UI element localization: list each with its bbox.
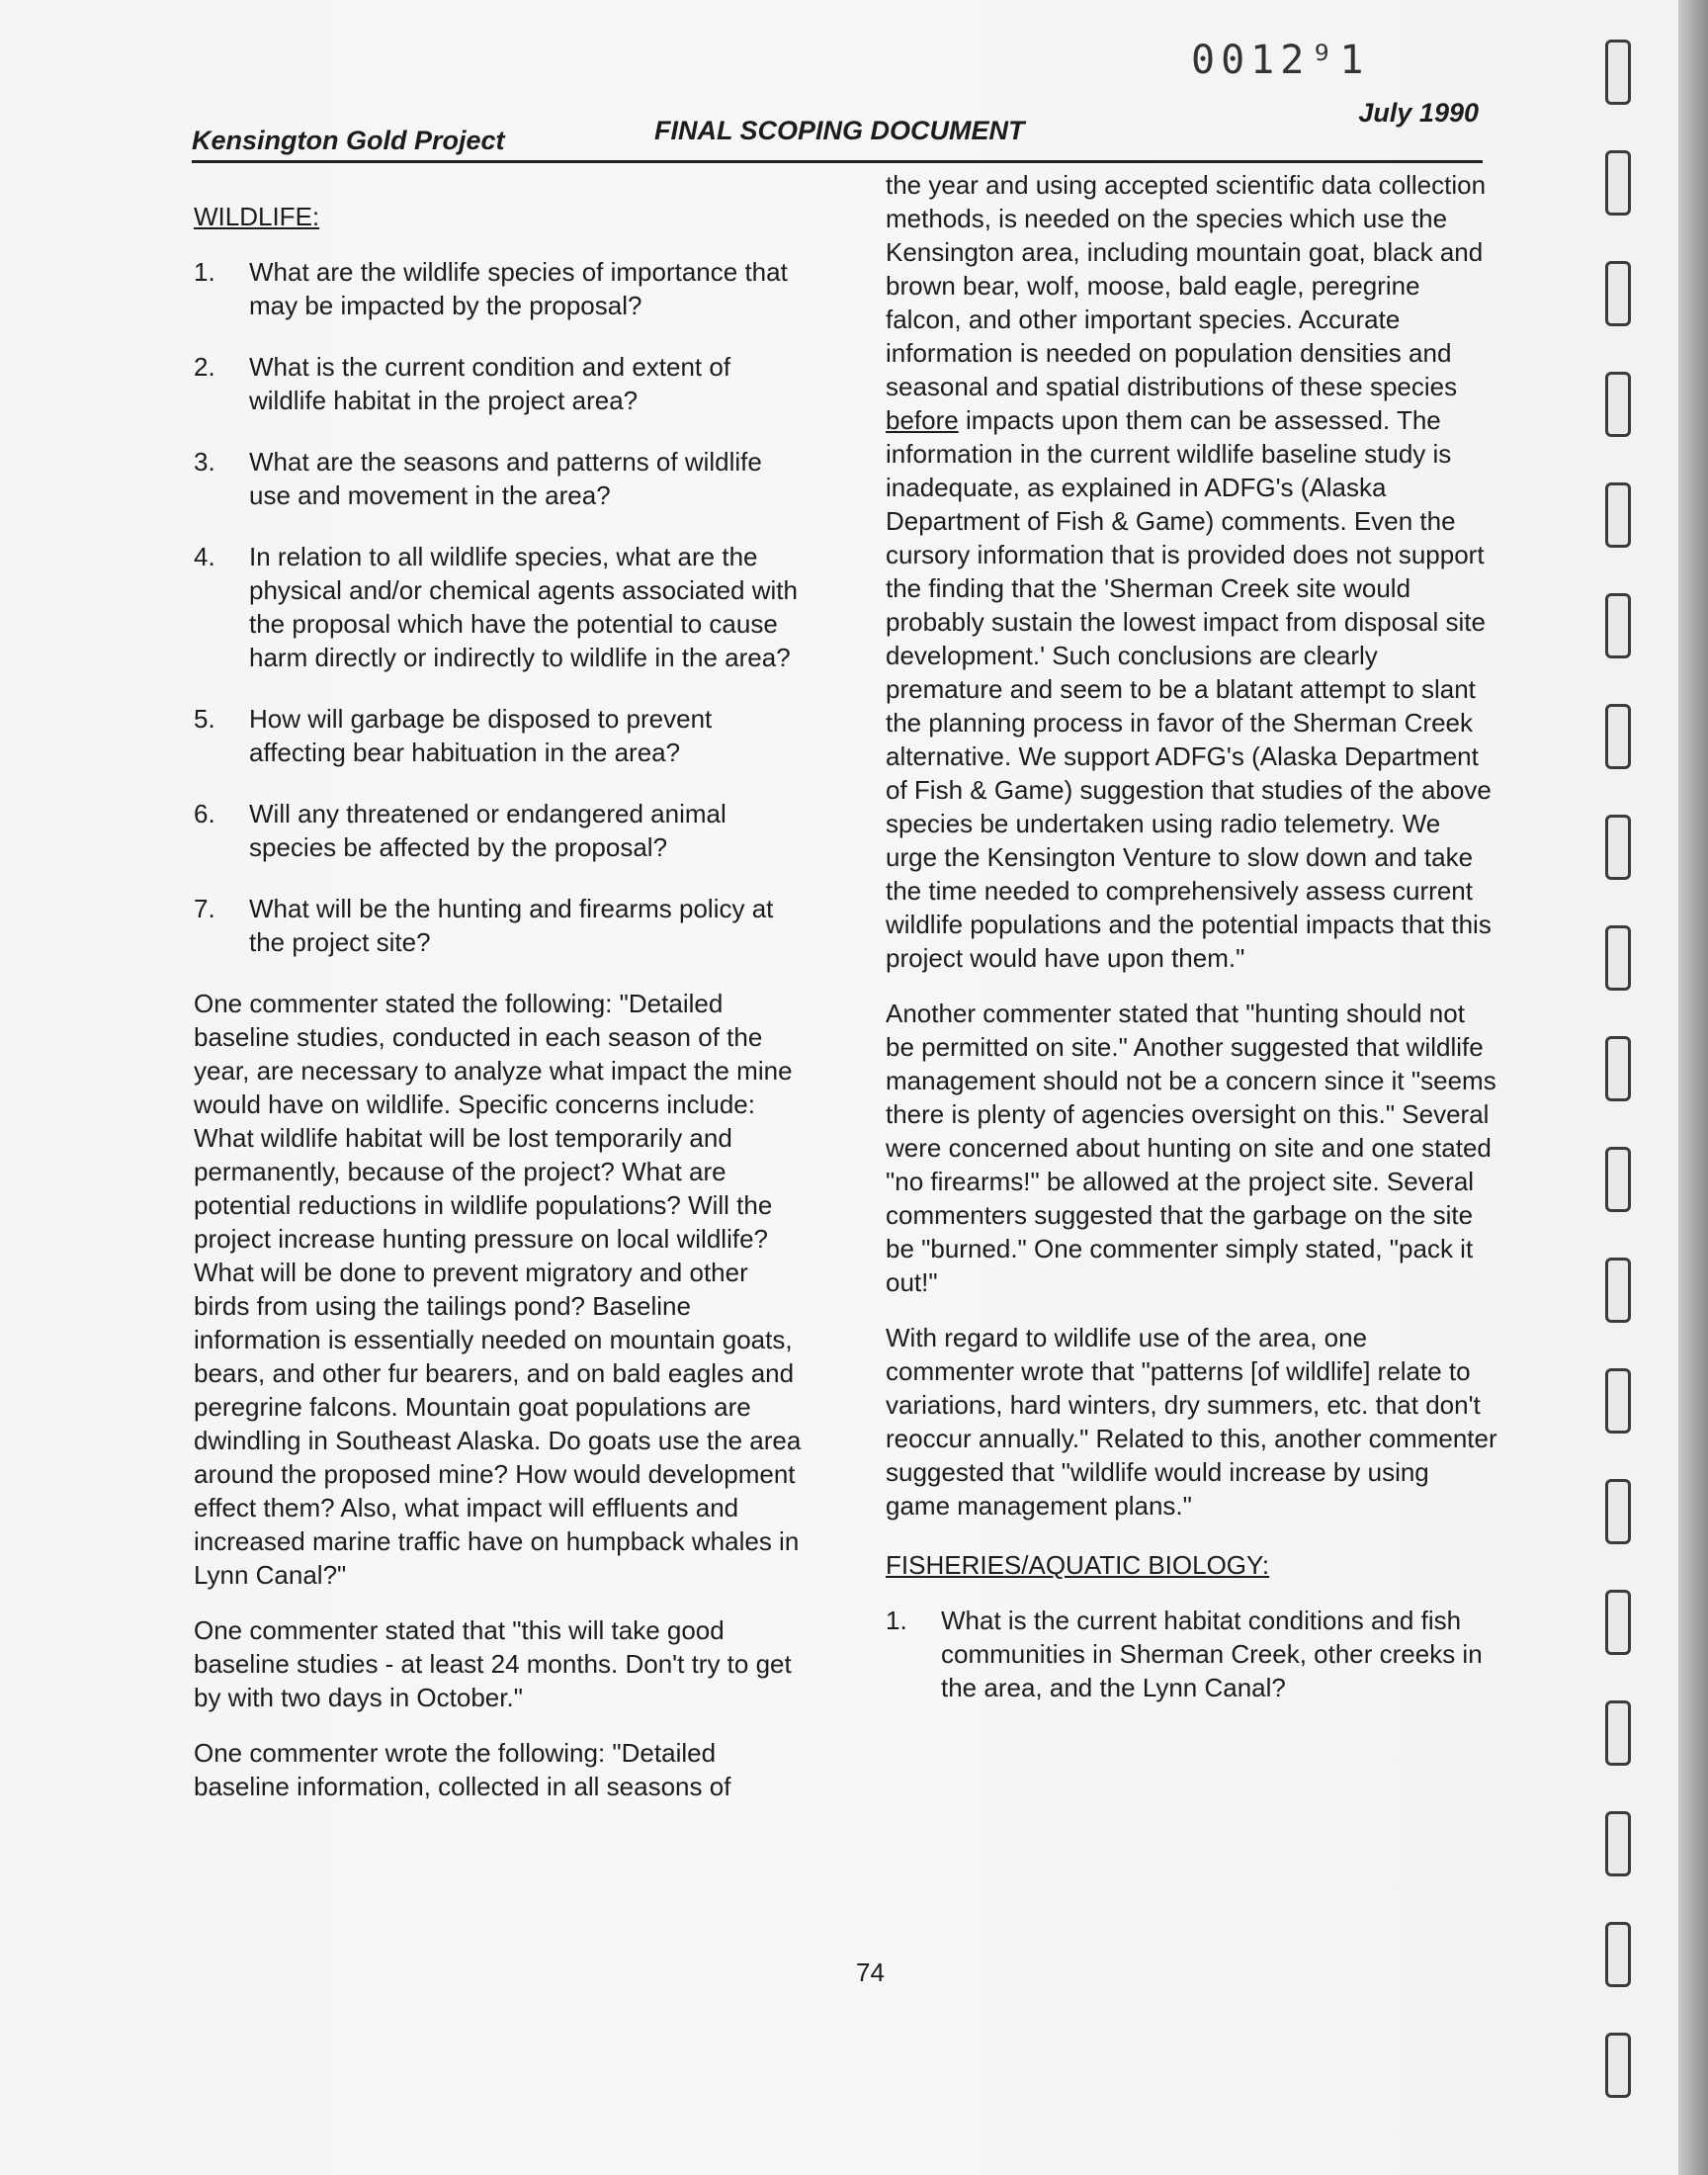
- page-edge-shadow: [1678, 0, 1708, 2175]
- binder-ring: [1605, 261, 1631, 326]
- binder-rings: [1605, 40, 1645, 2116]
- binder-ring: [1605, 1147, 1631, 1212]
- document-number: 0012⁹1: [1191, 38, 1370, 83]
- question-text: What is the current habitat conditions and fish communities in Sherman Creek, other creeks in the area, and the Lynn Canal?: [941, 1606, 1483, 1702]
- question-text: What is the current condition and extent of wildlife habitat in the project area?: [249, 352, 731, 415]
- question-number: 7.: [194, 894, 215, 923]
- question-item: [194, 540, 807, 674]
- header-project-name: Kensington Gold Project: [192, 126, 505, 155]
- binder-ring: [1605, 2033, 1631, 2098]
- question-number: 1.: [194, 257, 215, 287]
- question-number: 1.: [886, 1606, 907, 1635]
- binder-ring: [1605, 815, 1631, 880]
- commenter-paragraph: One commenter stated the following: "Detailed baseline studies, conducted in each season of the year, are necessary to analyze what impact the mine would have on wildlife. Specific concerns include: What wildlife habitat will be lost temporarily and permanently, because of the project? What are potential reductions in wildlife populations? Will the project increase hunting pressure on local wildlife? What will be done to prevent migratory and other birds from using the tailings pond? Baseline information is essentially needed on mountain goats, bears, and other fur bearers, and on bald eagles and peregrine falcons. Mountain goat populations are dwindling in Southeast Alaska. Do goats use the area around the proposed mine? How would development effect them? Also, what impact will effluents and increased marine traffic have on humpback whales in Lynn Canal?": [194, 989, 802, 1590]
- left-column: [194, 200, 807, 1825]
- question-item: [886, 1604, 1498, 1704]
- binder-ring: [1605, 1922, 1631, 1987]
- question-text: How will garbage be disposed to prevent affecting bear habituation in the area?: [249, 704, 713, 767]
- binder-ring: [1605, 593, 1631, 658]
- question-number: 3.: [194, 447, 215, 477]
- running-header: [192, 98, 1483, 163]
- question-text: What are the wildlife species of importance that may be impacted by the proposal?: [249, 257, 788, 320]
- binder-ring: [1605, 482, 1631, 548]
- question-text: What are the seasons and patterns of wildlife use and movement in the area?: [249, 447, 762, 510]
- right-column: [886, 168, 1498, 1732]
- binder-ring: [1605, 1368, 1631, 1434]
- page-number: 74: [856, 1958, 885, 1987]
- binder-ring: [1605, 372, 1631, 437]
- binder-ring: [1605, 1811, 1631, 1876]
- question-item: [194, 797, 807, 864]
- binder-ring: [1605, 704, 1631, 769]
- question-number: 2.: [194, 352, 215, 382]
- binder-ring: [1605, 925, 1631, 991]
- binder-ring: [1605, 1590, 1631, 1655]
- commenter-paragraph: Another commenter stated that "hunting should not be permitted on site." Another suggested that wildlife management should not be a concern since it "seems there is plenty of agencies oversight on this." Several were concerned about hunting on site and one stated "no firearms!" be allowed at the project site. Several commenters suggested that the garbage on the site be "burned." One commenter simply stated, "pack it out!": [886, 999, 1496, 1297]
- question-item: [194, 350, 807, 417]
- header-document-title: FINAL SCOPING DOCUMENT: [654, 116, 1025, 145]
- binder-ring: [1605, 1479, 1631, 1544]
- binder-ring: [1605, 150, 1631, 216]
- binder-ring: [1605, 1258, 1631, 1323]
- header-date: July 1990: [1358, 98, 1479, 128]
- question-item: [194, 702, 807, 769]
- question-number: 4.: [194, 542, 215, 571]
- binder-ring: [1605, 1036, 1631, 1101]
- wildlife-heading: WILDLIFE:: [194, 202, 320, 231]
- underlined-word: before: [886, 405, 959, 435]
- commenter-paragraph: One commenter stated that "this will take good baseline studies - at least 24 months. Don't try to get by with two days in October.": [194, 1615, 792, 1712]
- question-item: [194, 892, 807, 959]
- question-number: 6.: [194, 799, 215, 828]
- question-item: [194, 445, 807, 512]
- paragraph-text: impacts upon them can be assessed. The information in the current wildlife baseline study is inadequate, as explained in ADFG's (Alaska Department of Fish & Game) comments. Even the cursory information that is provided does not support the finding that the 'Sherman Creek site would probably sustain the lowest impact from disposal site development.' Such conclusions are clearly premature and seem to be a blatant attempt to slant the planning process in favor of the Sherman Creek alternative. We support ADFG's (Alaska Department of Fish & Game) suggestion that studies of the above species be undertaken using radio telemetry. We urge the Kensington Venture to slow down and take the time needed to comprehensively assess current wildlife populations and the potential impacts that this project would have upon them.": [886, 405, 1492, 973]
- fisheries-heading: FISHERIES/AQUATIC BIOLOGY:: [886, 1550, 1270, 1580]
- commenter-paragraph: With regard to wildlife use of the area, one commenter wrote that "patterns [of wildlife] relate to variations, hard winters, dry summers, etc. that don't reoccur annually." Related to this, another commenter suggested that "wildlife would increase by using game management plans.": [886, 1323, 1497, 1521]
- paragraph-text: the year and using accepted scientific data collection methods, is needed on the species which use the Kensington area, including mountain goat, black and brown bear, wolf, moose, bald eagle, peregrine falcon, and other important species. Accurate information is needed on population densities and seasonal and spatial distributions of these species: [886, 170, 1487, 401]
- commenter-paragraph: One commenter wrote the following: "Detailed baseline information, collected in all seasons of: [194, 1738, 731, 1801]
- binder-ring: [1605, 1700, 1631, 1766]
- commenter-paragraph-continued: [886, 168, 1498, 975]
- binder-ring: [1605, 40, 1631, 105]
- question-text: Will any threatened or endangered animal species be affected by the proposal?: [249, 799, 726, 862]
- question-text: What will be the hunting and firearms policy at the project site?: [249, 894, 774, 957]
- question-text: In relation to all wildlife species, what are the physical and/or chemical agents associated with the proposal which have the potential to cause harm directly or indirectly to wildlife in the area?: [249, 542, 798, 672]
- question-item: [194, 255, 807, 322]
- question-number: 5.: [194, 704, 215, 734]
